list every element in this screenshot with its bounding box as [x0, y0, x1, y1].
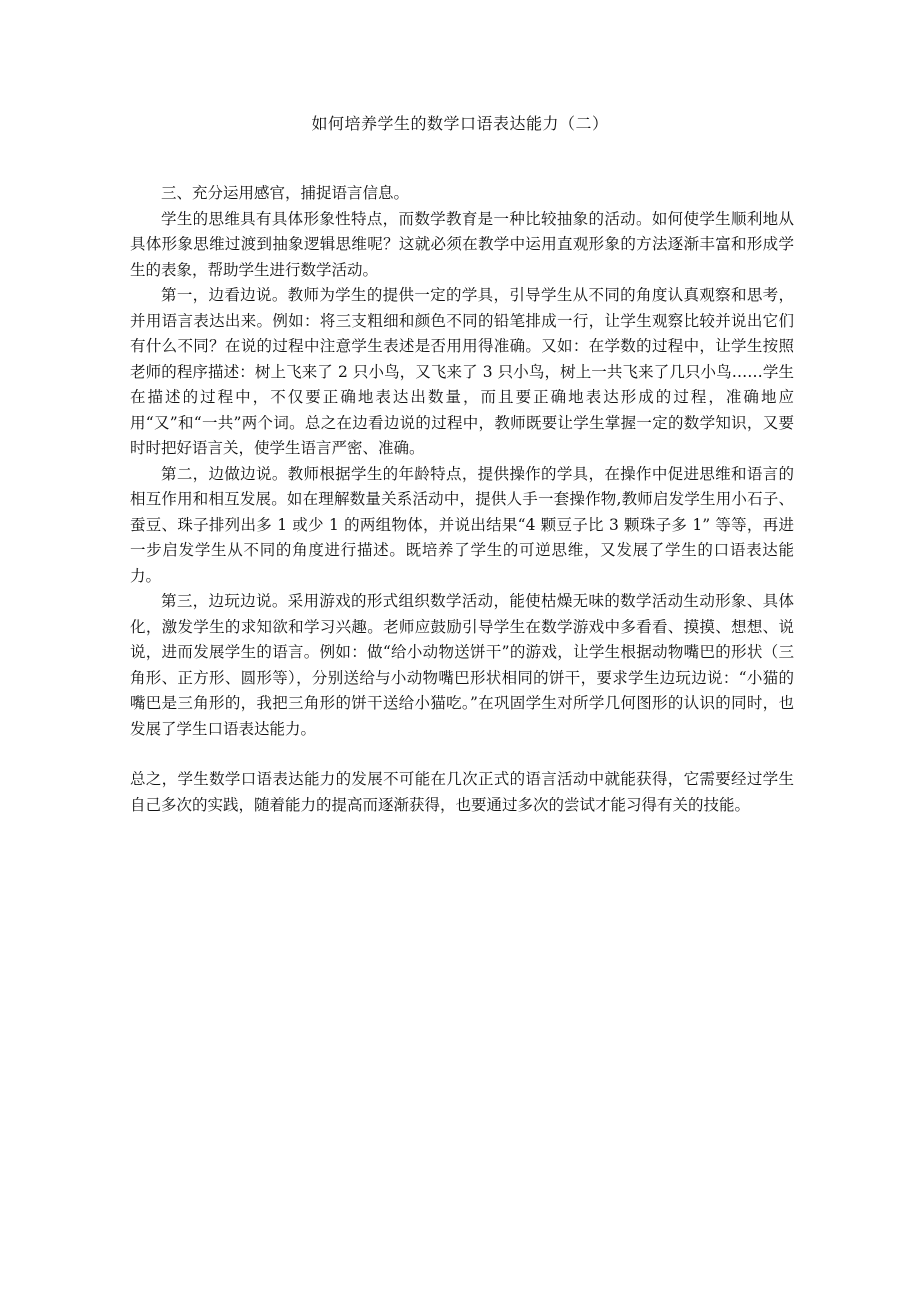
document-body — [130, 181, 794, 818]
body-paragraph: 第一，边看边说。教师为学生的提供一定的学具，引导学生从不同的角度认真观察和思考，并用语言表达出来。例如：将三支粗细和颜色不同的铅笔排成一行，让学生观察比较并说出它们有什么不同？在说的过程中注意学生表述是否用用得准确。又如：在学数的过程中，让学生按照老师的程序描述：树上飞来了 2 只小鸟，又飞来了 3 只小鸟，树上一共飞来了几只小鸟……学生在描述的过程中，不仅要正确地表达出数量，而且要正确地表达形成的过程，准确地应用“又”和“一共”两个词。总之在边看边说的过程中，教师既要让学生掌握一定的数学知识，又要时时把好语言关，使学生语言严密、准确。 — [130, 286, 794, 457]
body-paragraph: 第三，边玩边说。采用游戏的形式组织数学活动，能使枯燥无味的数学活动生动形象、具体化，激发学生的求知欲和学习兴趣。老师应鼓励引导学生在数学游戏中多看看、摸摸、想想、说说，进而发展学生的语言。例如：做“给小动物送饼干”的游戏，让学生根据动物嘴巴的形状（三角形、正方形、圆形等），分别送给与小动物嘴巴形状相同的饼干，要求学生边玩边说：“小猫的嘴巴是三角形的，我把三角形的饼干送给小猫吃。”在巩固学生对所学几何图形的认识的同时，也发展了学生口语表达能力。 — [130, 592, 794, 738]
body-paragraph: 学生的思维具有具体形象性特点，而数学教育是一种比较抽象的活动。如何使学生顺利地从具体形象思维过渡到抽象逻辑思维呢？这就必须在教学中运用直观形象的方法逐渐丰富和形成学生的表象，帮助学生进行数学活动。 — [130, 209, 794, 279]
body-paragraph: 第二，边做边说。教师根据学生的年龄特点，提供操作的学具，在操作中促进思维和语言的相互作用和相互发展。如在理解数量关系活动中，提供人手一套操作物,教师启发学生用小石子、蚕豆、珠子排列出多 1 或少 1 的两组物体，并说出结果“4 颗豆子比 3 颗珠子多 1” 等等，再进一步启发学生从不同的角度进行描述。既培养了学生的可逆思维，又发展了学生的口语表达能力。 — [130, 464, 794, 585]
section-heading: 三、充分运用感官，捕捉语言信息。 — [161, 184, 410, 202]
conclusion-paragraph: 总之，学生数学口语表达能力的发展不可能在几次正式的语言活动中就能获得，它需要经过学生自己多次的实践，随着能力的提高而逐渐获得，也要通过多次的尝试才能习得有关的技能。 — [130, 770, 794, 814]
document-title: 如何培养学生的数学口语表达能力（二） — [311, 114, 609, 133]
